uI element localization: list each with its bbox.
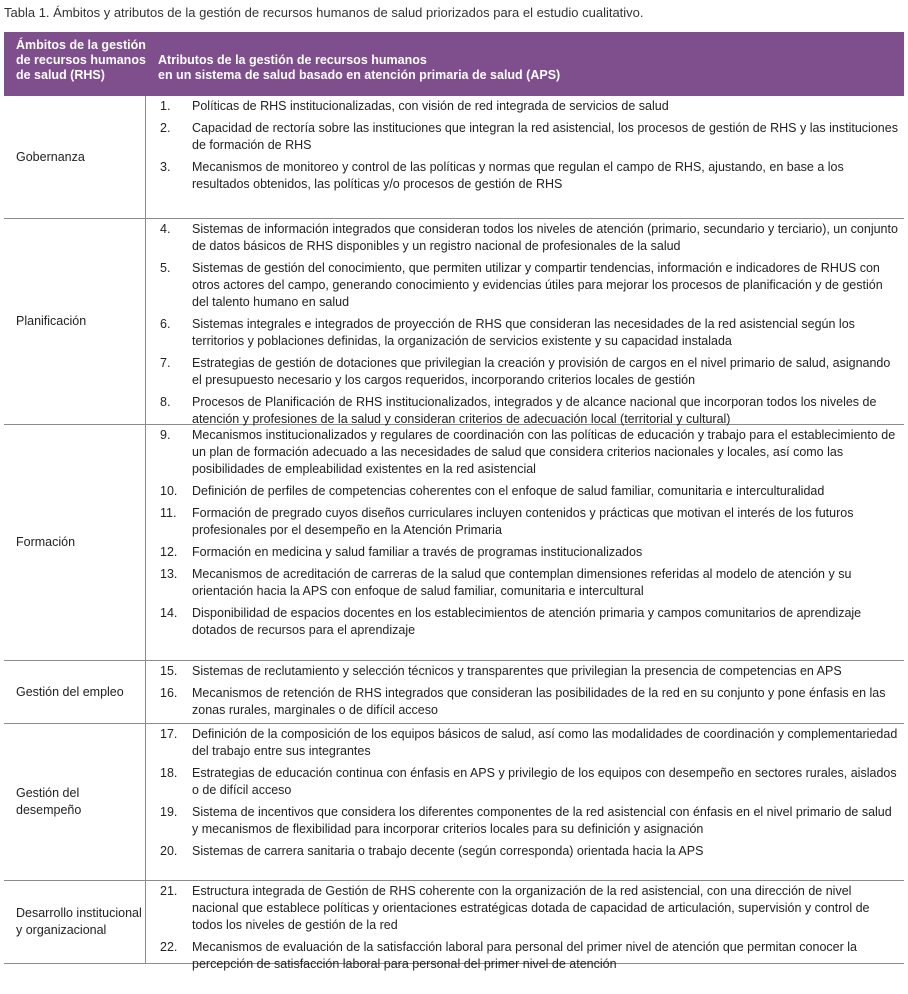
item-text: Definición de la composición de los equipos básicos de salud, así como las modalidades de coordinación y complementariedad del trabajo entre sus integrantes — [192, 727, 898, 758]
group-label: Formación — [4, 425, 146, 660]
item-number: 3. — [160, 160, 171, 174]
item-text: Procesos de Planificación de RHS institucionalizados, integrados y de alcance nacional que incorporan todos los niveles de atención y profesiones de la salud y consideran criterios de adecuación local (territorial y cultural) — [192, 395, 877, 426]
item-number: 12. — [160, 545, 178, 559]
table-group — [4, 724, 904, 881]
table-group — [4, 661, 904, 724]
item-number: 6. — [160, 317, 171, 331]
item-number: 13. — [160, 567, 178, 581]
item-number: 9. — [160, 428, 171, 442]
item-text: Estructura integrada de Gestión de RHS coherente con la organización de la red asistencial, con una dirección de nivel nacional que establece políticas y orientaciones estratégicas dotada de capacidad de articulación, supervisión y control de todos los niveles de gestión de la red — [192, 884, 870, 932]
table-row — [146, 483, 904, 500]
header-col-atributos-line1: Atributos de la gestión de recursos humanos — [158, 53, 427, 67]
item-text: Mecanismos de acreditación de carreras de la salud que contemplan dimensiones referidas al modelo de atención y su orientación hacia la APS con enfoque de salud familiar, comunitaria e intercultural — [192, 567, 852, 598]
table-row — [146, 221, 904, 255]
table-row — [146, 544, 904, 561]
table-row — [146, 566, 904, 600]
table-row — [146, 505, 904, 539]
table-caption: Tabla 1. Ámbitos y atributos de la gestión de recursos humanos de salud priorizados para el estudio cualitativo. — [4, 5, 644, 20]
table-row — [146, 605, 904, 639]
group-label: Desarrollo institucional y organizacional — [4, 881, 146, 963]
item-text: Mecanismos de evaluación de la satisfacción laboral para personal del primer nivel de atención que permitan conocer la percepción de satisfacción laboral para personal del primer nivel de atención — [192, 940, 857, 971]
group-label: Planificación — [4, 219, 146, 424]
item-number: 20. — [160, 844, 178, 858]
item-number: 18. — [160, 766, 178, 780]
table-row — [146, 159, 904, 193]
item-number: 17. — [160, 727, 178, 741]
attributes-table — [4, 32, 904, 971]
group-items — [146, 661, 904, 723]
group-items — [146, 219, 904, 424]
item-text: Formación de pregrado cuyos diseños curriculares incluyen contenidos y prácticas que motivan el interés de los futuros profesionales por el desempeño en la Atención Primaria — [192, 506, 854, 537]
table-row — [146, 120, 904, 154]
table-body — [4, 96, 904, 971]
table-row — [146, 316, 904, 350]
table-row — [146, 843, 904, 860]
header-col-atributos-line2: en un sistema de salud basado en atención primaria de salud (APS) — [158, 68, 561, 82]
item-number: 10. — [160, 484, 178, 498]
item-text: Sistemas de información integrados que consideran todos los niveles de atención (primario, secundario y terciario), un conjunto de datos básicos de RHS disponibles y un registro nacional de profesionales de la salud — [192, 222, 898, 253]
group-items — [146, 425, 904, 660]
item-number: 5. — [160, 261, 171, 275]
item-text: Estrategias de gestión de dotaciones que privilegian la creación y provisión de cargos en el nivel primario de salud, asignando el presupuesto necesario y los cargos requeridos, incorporando criterios locales de gestión — [192, 356, 891, 387]
item-text: Sistemas integrales e integrados de proyección de RHS que consideran las necesidades de la red asistencial según los territorios y poblaciones definidas, la organización de servicios existente y su capacidad instalada — [192, 317, 855, 348]
group-label: Gestión del empleo — [4, 661, 146, 723]
item-number: 21. — [160, 884, 178, 898]
table-row — [146, 355, 904, 389]
item-number: 8. — [160, 395, 171, 409]
table-header — [4, 32, 904, 96]
item-number: 4. — [160, 222, 171, 236]
table-group — [4, 425, 904, 661]
item-number: 2. — [160, 121, 171, 135]
table-row — [146, 726, 904, 760]
group-label: Gestión del desempeño — [4, 724, 146, 880]
table-row — [146, 804, 904, 838]
item-number: 22. — [160, 940, 178, 954]
item-text: Sistemas de gestión del conocimiento, que permiten utilizar y compartir tendencias, información e indicadores de RHUS con otros actores del campo, generando conocimiento y evidencias útiles para mejorar los procesos de planificación y de gestión del talento humano en salud — [192, 261, 883, 309]
header-col-ambitos: Ámbitos de la gestión de recursos humanos de salud (RHS) — [16, 38, 146, 82]
item-number: 1. — [160, 99, 171, 113]
table-row — [146, 663, 904, 680]
item-text: Mecanismos de monitoreo y control de las políticas y normas que regulan el campo de RHS, ajustando, en base a los resultados obtenidos, las políticas y/o procesos de gestión de RHS — [192, 160, 844, 191]
table-row — [146, 394, 904, 428]
table-row — [146, 260, 904, 311]
item-text: Sistemas de carrera sanitaria o trabajo decente (según corresponda) orientada hacia la APS — [192, 844, 704, 858]
header-col-atributos — [146, 32, 904, 96]
item-number: 16. — [160, 686, 178, 700]
item-number: 14. — [160, 606, 178, 620]
table-row — [146, 427, 904, 478]
group-items — [146, 724, 904, 880]
item-text: Políticas de RHS institucionalizadas, con visión de red integrada de servicios de salud — [192, 99, 669, 113]
table-group — [4, 219, 904, 425]
item-text: Mecanismos de retención de RHS integrados que consideran las posibilidades de la red en su conjunto y pone énfasis en las zonas rurales, marginales o de difícil acceso — [192, 686, 886, 717]
table-row — [146, 98, 904, 115]
table-row — [146, 883, 904, 934]
group-items — [146, 881, 904, 971]
item-text: Definición de perfiles de competencias coherentes con el enfoque de salud familiar, comunitaria e interculturalidad — [192, 484, 825, 498]
item-text: Sistema de incentivos que considera los diferentes componentes de la red asistencial con énfasis en el nivel primario de salud y mecanismos de flexibilidad para incorporar criterios locales para su definición y asignación — [192, 805, 892, 836]
group-label: Gobernanza — [4, 96, 146, 218]
table-row — [146, 765, 904, 799]
item-text: Disponibilidad de espacios docentes en los establecimientos de atención primaria y campos comunitarios de aprendizaje dotados de recursos para el aprendizaje — [192, 606, 862, 637]
table-group — [4, 96, 904, 219]
table-row — [146, 685, 904, 719]
item-text: Estrategias de educación continua con énfasis en APS y privilegio de los equipos con desempeño en sectores rurales, aislados o de difícil acceso — [192, 766, 897, 797]
item-number: 15. — [160, 664, 178, 678]
table-row — [146, 939, 904, 973]
table-group — [4, 881, 904, 971]
item-number: 19. — [160, 805, 178, 819]
group-items — [146, 96, 904, 218]
item-text: Mecanismos institucionalizados y regulares de coordinación con las políticas de educación y trabajo para el establecimiento de un plan de formación adecuado a las necesidades de salud que considera criterios nacionales y locales, así como las posibilidades de empleabilidad existentes en la red asistencial — [192, 428, 896, 476]
item-number: 11. — [160, 506, 177, 520]
item-text: Capacidad de rectoría sobre las instituciones que integran la red asistencial, los procesos de gestión de RHS y las instituciones de formación de RHS — [192, 121, 898, 152]
item-number: 7. — [160, 356, 171, 370]
item-text: Formación en medicina y salud familiar a través de programas institucionalizados — [192, 545, 643, 559]
item-text: Sistemas de reclutamiento y selección técnicos y transparentes que privilegian la presencia de competencias en APS — [192, 664, 842, 678]
